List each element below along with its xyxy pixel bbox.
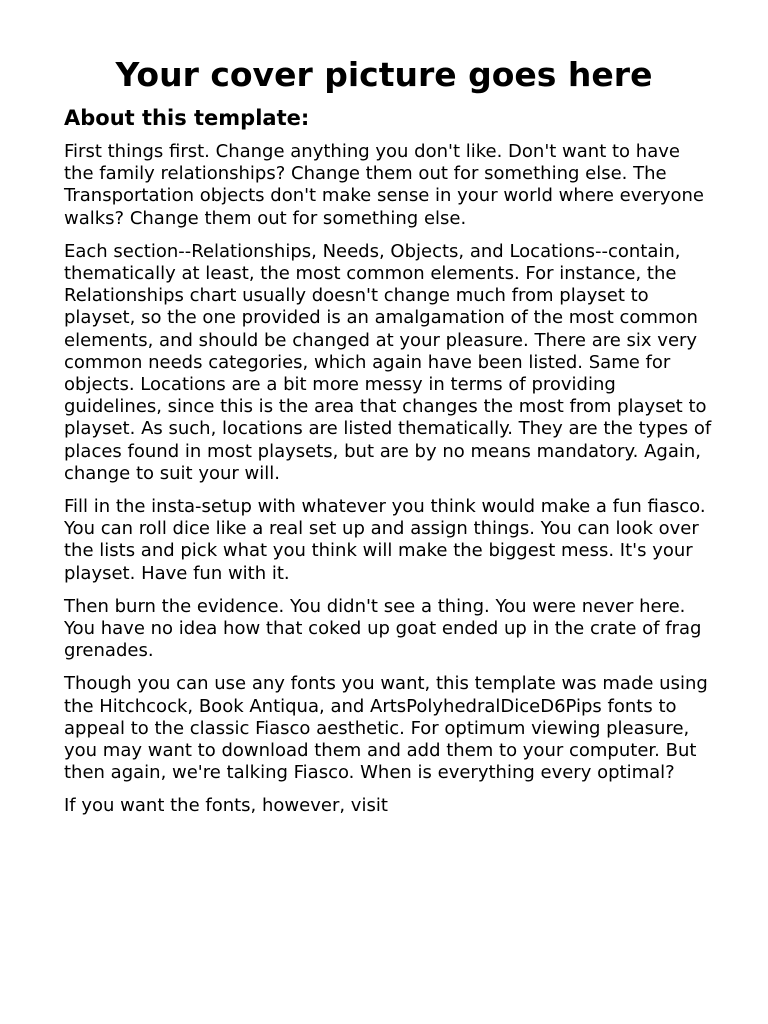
paragraph-fonts: Though you can use any fonts you want, this template was made using the Hitchcock, Book Antiqua, and ArtsPolyhedralDiceD6Pips fonts to appeal to the classic Fiasco aesthetic. For optimum viewing pleasure, you may want to download them and add them to your computer. But then again, we're talking Fiasco. When is everything every optimal? [64,673,708,784]
paragraph-insta-setup: Fill in the insta-setup with whatever you think would make a fun fiasco. You can roll dice like a real set up and assign things. You can look over the lists and pick what you think will make the biggest mess. It's your playset. Have fun with it. [64,496,706,584]
paragraph-burn-evidence: Then burn the evidence. You didn't see a thing. You were never here. You have no idea how that coked up goat ended up in the crate of frag grenades. [64,595,702,662]
paragraph-sections: Each section--Relationships, Needs, Objects, and Locations--contain, thematically at least, the most common elements. For instance, the Relationships chart usually doesn't change much from playset to playset, so the one provided is an amalgamation of the most common elements, and should be changed at your pleasure. There are six very common needs categories, which again have been listed. Same for objects. Locations are a bit more messy in terms of providing guidelines, since this is the area that changes the most from playset to playset. As such, locations are listed thematically. They are the types of places found in most playsets, but are by no means mandatory. Again, change to suit your will. [64,240,712,484]
about-section [64,104,714,829]
section-heading: About this template: [64,106,310,130]
paragraph-visit: If you want the fonts, however, visit [64,795,388,817]
paragraph-customize: First things first. Change anything you don't like. Don't want to have the family relationships? Change them out for something else. The Transportation objects don't make sense in your world where everyone walks? Change them out for something else. [64,141,704,229]
cover-title: Your cover picture goes here [115,55,653,94]
